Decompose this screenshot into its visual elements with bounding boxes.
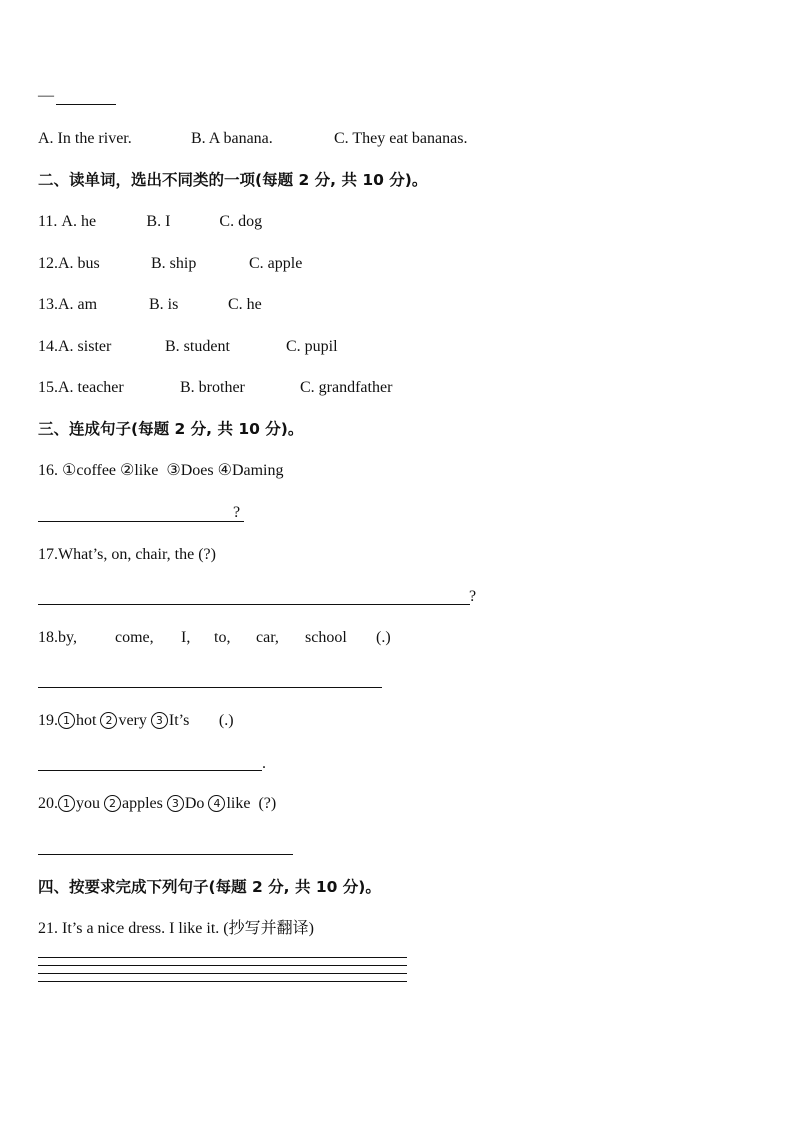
q16-mark-4: ④ xyxy=(217,462,232,479)
q14-option-b[interactable]: B. student xyxy=(165,338,230,355)
q19 xyxy=(38,711,234,731)
q10-option-c[interactable]: C. They eat bananas. xyxy=(334,130,468,147)
q20-word-1: you xyxy=(76,795,100,812)
q10-option-b[interactable]: B. A banana. xyxy=(191,130,273,147)
q21-writing-line-2[interactable] xyxy=(38,965,407,966)
section-2-title: 二、读单词，选出不同类的一项(每题 2 分, 共 10 分)。 xyxy=(38,171,428,189)
q19-number: 19. xyxy=(38,712,58,729)
q10-options xyxy=(38,129,467,149)
q13-option-a[interactable]: A. am xyxy=(58,296,98,313)
q16-mark-3: ③ xyxy=(166,462,181,479)
q19-word-3: It’s xyxy=(168,712,190,729)
q13-number: 13. xyxy=(38,296,58,313)
dash-prefix: — xyxy=(38,87,54,104)
q18-word-5: car, xyxy=(256,629,279,646)
q20-word-4: like xyxy=(226,795,251,812)
q20-mark-1: 1 xyxy=(58,795,75,812)
q16-end-mark: ? xyxy=(233,504,241,521)
q16-mark-1: ① xyxy=(62,462,77,479)
q16-number: 16. xyxy=(38,462,62,479)
q11-number: 11. xyxy=(38,213,62,230)
q18-word-1: by, xyxy=(58,629,77,646)
q19-end-mark: . xyxy=(262,755,266,772)
q19-word-1: hot xyxy=(76,712,97,729)
q15-option-b[interactable]: B. brother xyxy=(180,379,245,396)
q11-option-c[interactable]: C. dog xyxy=(219,213,263,230)
q20-answer-line[interactable] xyxy=(38,854,293,855)
q14-option-c[interactable]: C. pupil xyxy=(286,338,338,355)
q18-punct: (.) xyxy=(376,629,391,646)
q12-number: 12. xyxy=(38,255,58,272)
q16-word-4: Daming xyxy=(231,462,284,479)
q16-word-3: Does xyxy=(180,462,214,479)
q12-option-c[interactable]: C. apple xyxy=(249,255,303,272)
q16-mark-2: ② xyxy=(120,462,135,479)
q10-answer-row xyxy=(38,86,54,106)
section-3-title: 三、连成句子(每题 2 分, 共 10 分)。 xyxy=(38,420,304,438)
q13-option-b[interactable]: B. is xyxy=(149,296,179,313)
q18-word-3: I, xyxy=(181,629,191,646)
q21-writing-line-4[interactable] xyxy=(38,981,407,982)
q18-word-2: come, xyxy=(115,629,154,646)
q19-mark-1: 1 xyxy=(58,712,75,729)
q15 xyxy=(38,378,392,398)
section-4-title: 四、按要求完成下列句子(每题 2 分, 共 10 分)。 xyxy=(38,878,381,896)
q11-option-a[interactable]: A. he xyxy=(61,213,97,230)
q13-option-c[interactable]: C. he xyxy=(228,296,262,313)
q16 xyxy=(38,461,283,481)
q10-answer-line[interactable] xyxy=(56,104,116,105)
q14 xyxy=(38,337,338,357)
q17-answer-line[interactable] xyxy=(38,604,470,605)
q19-answer-line[interactable] xyxy=(38,770,262,771)
q11-option-b[interactable]: B. I xyxy=(146,213,171,230)
q18-answer-line[interactable] xyxy=(38,687,382,688)
q19-mark-2: 2 xyxy=(100,712,117,729)
q21-writing-line-3[interactable] xyxy=(38,973,407,974)
q18-word-4: to, xyxy=(214,629,231,646)
q19-word-2: very xyxy=(118,712,147,729)
q20 xyxy=(38,794,276,814)
q17: 17.What’s, on, chair, the (?) xyxy=(38,546,216,563)
q20-word-3: Do xyxy=(184,795,205,812)
q20-mark-3: 3 xyxy=(167,795,184,812)
q15-option-c[interactable]: C. grandfather xyxy=(300,379,393,396)
q15-number: 15. xyxy=(38,379,58,396)
q12-option-a[interactable]: A. bus xyxy=(58,255,100,272)
q12 xyxy=(38,254,302,274)
q21-writing-line-1[interactable] xyxy=(38,957,407,958)
q13 xyxy=(38,295,262,315)
q14-option-a[interactable]: A. sister xyxy=(58,338,112,355)
q20-punct: (?) xyxy=(258,795,277,812)
q16-answer-line[interactable] xyxy=(38,521,244,522)
q10-option-a[interactable]: A. In the river. xyxy=(38,130,132,147)
q18-number: 18. xyxy=(38,629,58,646)
q20-mark-2: 2 xyxy=(104,795,121,812)
q19-punct: (.) xyxy=(218,712,234,729)
q20-word-2: apples xyxy=(122,795,163,812)
q17-end-mark: ? xyxy=(469,588,477,605)
q16-word-1: coffee xyxy=(76,462,117,479)
q18 xyxy=(38,628,391,648)
q15-option-a[interactable]: A. teacher xyxy=(58,379,124,396)
q21: 21. It’s a nice dress. I like it. (抄写并翻译) xyxy=(38,920,314,937)
q11 xyxy=(38,212,262,232)
q20-mark-4: 4 xyxy=(208,795,225,812)
q14-number: 14. xyxy=(38,338,58,355)
q12-option-b[interactable]: B. ship xyxy=(151,255,197,272)
q18-word-6: school xyxy=(305,629,347,646)
q16-word-2: like xyxy=(134,462,159,479)
q20-number: 20. xyxy=(38,795,58,812)
q19-mark-3: 3 xyxy=(151,712,168,729)
